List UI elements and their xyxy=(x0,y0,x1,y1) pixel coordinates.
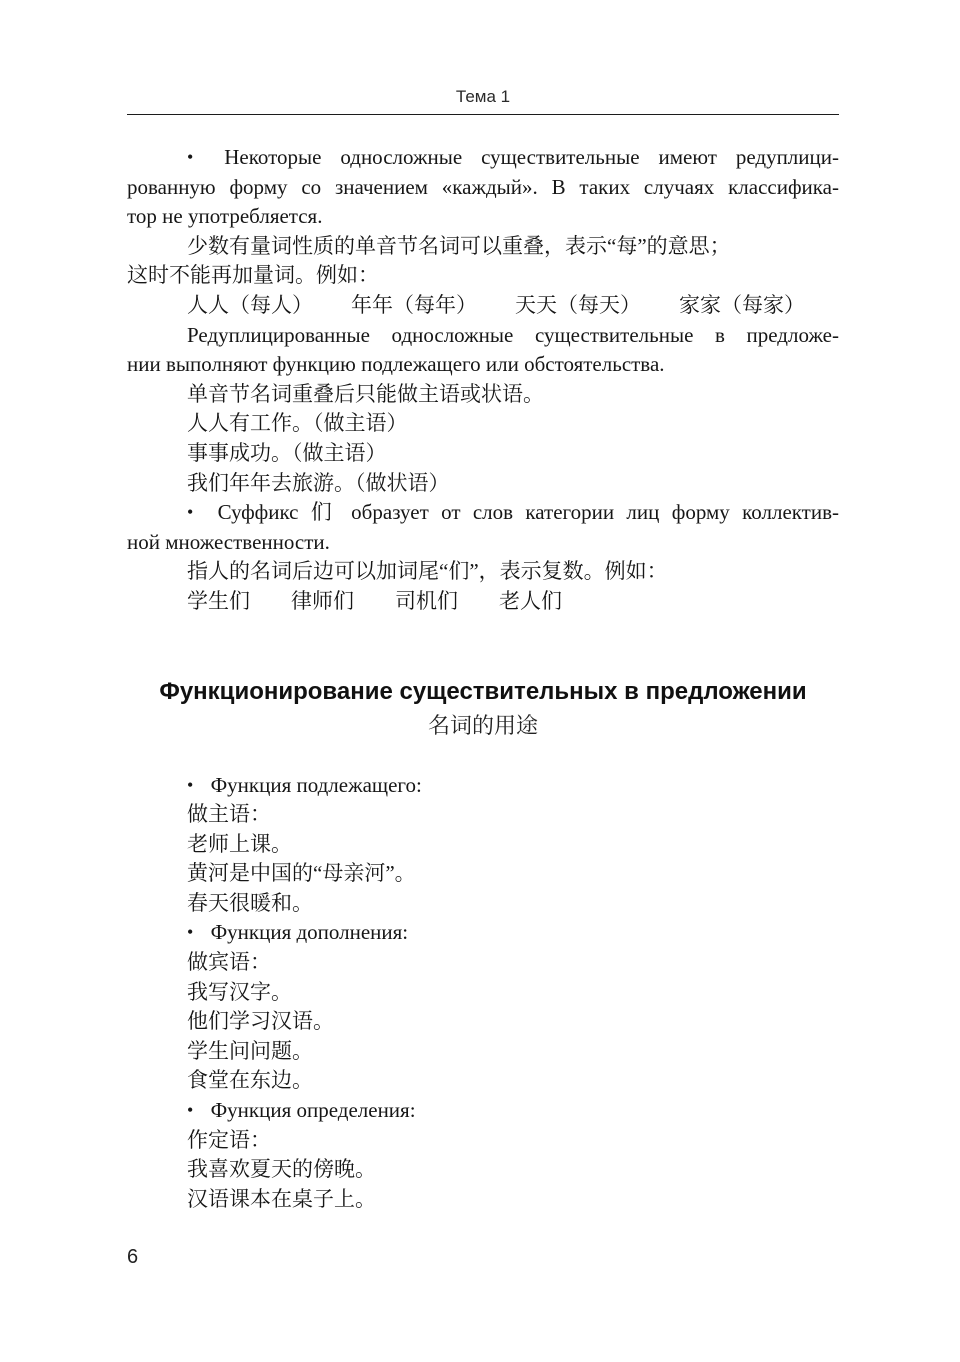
page-number: 6 xyxy=(127,1246,139,1269)
cn-function-example-3: 我们年年去旅游。（做状语） xyxy=(187,470,450,495)
cn-reduplication-line-2: 这时不能再加量词。例如： xyxy=(127,263,379,288)
example-item: 家家（每家） xyxy=(679,292,805,317)
subject-example-2: 黄河是中国的“母亲河”。 xyxy=(187,861,416,886)
object-cn-label: 做宾语： xyxy=(187,950,271,975)
object-section-title xyxy=(127,918,839,948)
reduplication-para-line-2: рованную форму со значением «каждый». В таких случаях классифика- xyxy=(127,174,839,199)
example-item: 学生们 xyxy=(187,588,250,613)
object-example-4: 食堂在东边。 xyxy=(187,1068,313,1093)
subject-section-title xyxy=(127,771,839,801)
subject-example-1: 老师上课。 xyxy=(187,831,292,856)
suffix-examples-row xyxy=(127,587,839,617)
example-item: 律师们 xyxy=(291,588,354,613)
attribute-section-title xyxy=(127,1096,839,1126)
chapter-title: Тема 1 xyxy=(455,87,511,106)
section-title-text: Функция подлежащего: xyxy=(210,772,422,797)
attribute-example-2: 汉语课本在桌子上。 xyxy=(187,1186,376,1211)
section-title-text: Функция дополнения: xyxy=(210,920,409,945)
section-heading: Функционирование существительных в предложении xyxy=(159,677,807,705)
bullet-glyph: • xyxy=(187,774,194,795)
cn-reduplication-line-1: 少数有量词性质的单音节名词可以重叠，表示“每”的意思； xyxy=(187,233,731,258)
example-item: 人人（每人） xyxy=(187,292,313,317)
attribute-cn-label: 作定语： xyxy=(187,1127,271,1152)
reduplication-para-line-3: тор не употребляется. xyxy=(127,204,323,229)
cn-function-example-1: 人人有工作。（做主语） xyxy=(187,411,408,436)
object-example-1: 我写汉字。 xyxy=(187,979,292,1004)
subject-example-3: 春天很暖和。 xyxy=(187,890,313,915)
section-subtitle-cn: 名词的用途 xyxy=(427,712,538,738)
example-item: 天天（每天） xyxy=(515,292,641,317)
header-divider xyxy=(127,114,839,115)
subject-cn-label: 做主语： xyxy=(187,802,271,827)
function-para-line-1: Редуплицированные односложные существительные в предложе- xyxy=(187,322,839,347)
reduplication-para-line-1 xyxy=(127,143,839,173)
reduplication-examples-row xyxy=(127,291,839,321)
attribute-example-1: 我喜欢夏天的傍晚。 xyxy=(187,1157,376,1182)
bullet-glyph: • xyxy=(187,147,194,167)
object-example-3: 学生问问题。 xyxy=(187,1038,313,1063)
paragraph-text: Некоторые односложные существительные имеют редуплици- xyxy=(224,145,839,169)
suffix-para-line-1 xyxy=(127,498,839,528)
bullet-glyph: • xyxy=(187,922,194,943)
example-item: 老人们 xyxy=(499,588,562,613)
cn-function-example-2: 事事成功。（做主语） xyxy=(187,440,387,465)
example-item: 年年（每年） xyxy=(351,292,477,317)
function-para-line-2: нии выполняют функцию подлежащего или обстоятельства. xyxy=(127,352,665,377)
bullet-glyph: • xyxy=(187,1100,194,1121)
suffix-para-line-2: ной множественности. xyxy=(127,529,330,554)
section-title-text: Функция определения: xyxy=(210,1098,416,1123)
cn-function-note: 单音节名词重叠后只能做主语或状语。 xyxy=(187,381,544,406)
object-example-2: 他们学习汉语。 xyxy=(187,1009,334,1034)
paragraph-text: Суффикс 们 образует от слов категории лиц форму коллектив- xyxy=(217,500,840,525)
running-head xyxy=(127,86,839,108)
bullet-glyph: • xyxy=(187,502,194,523)
page-body xyxy=(127,143,839,1214)
cn-suffix-note: 指人的名词后边可以加词尾“们”，表示复数。例如： xyxy=(187,559,668,584)
example-item: 司机们 xyxy=(395,588,458,613)
